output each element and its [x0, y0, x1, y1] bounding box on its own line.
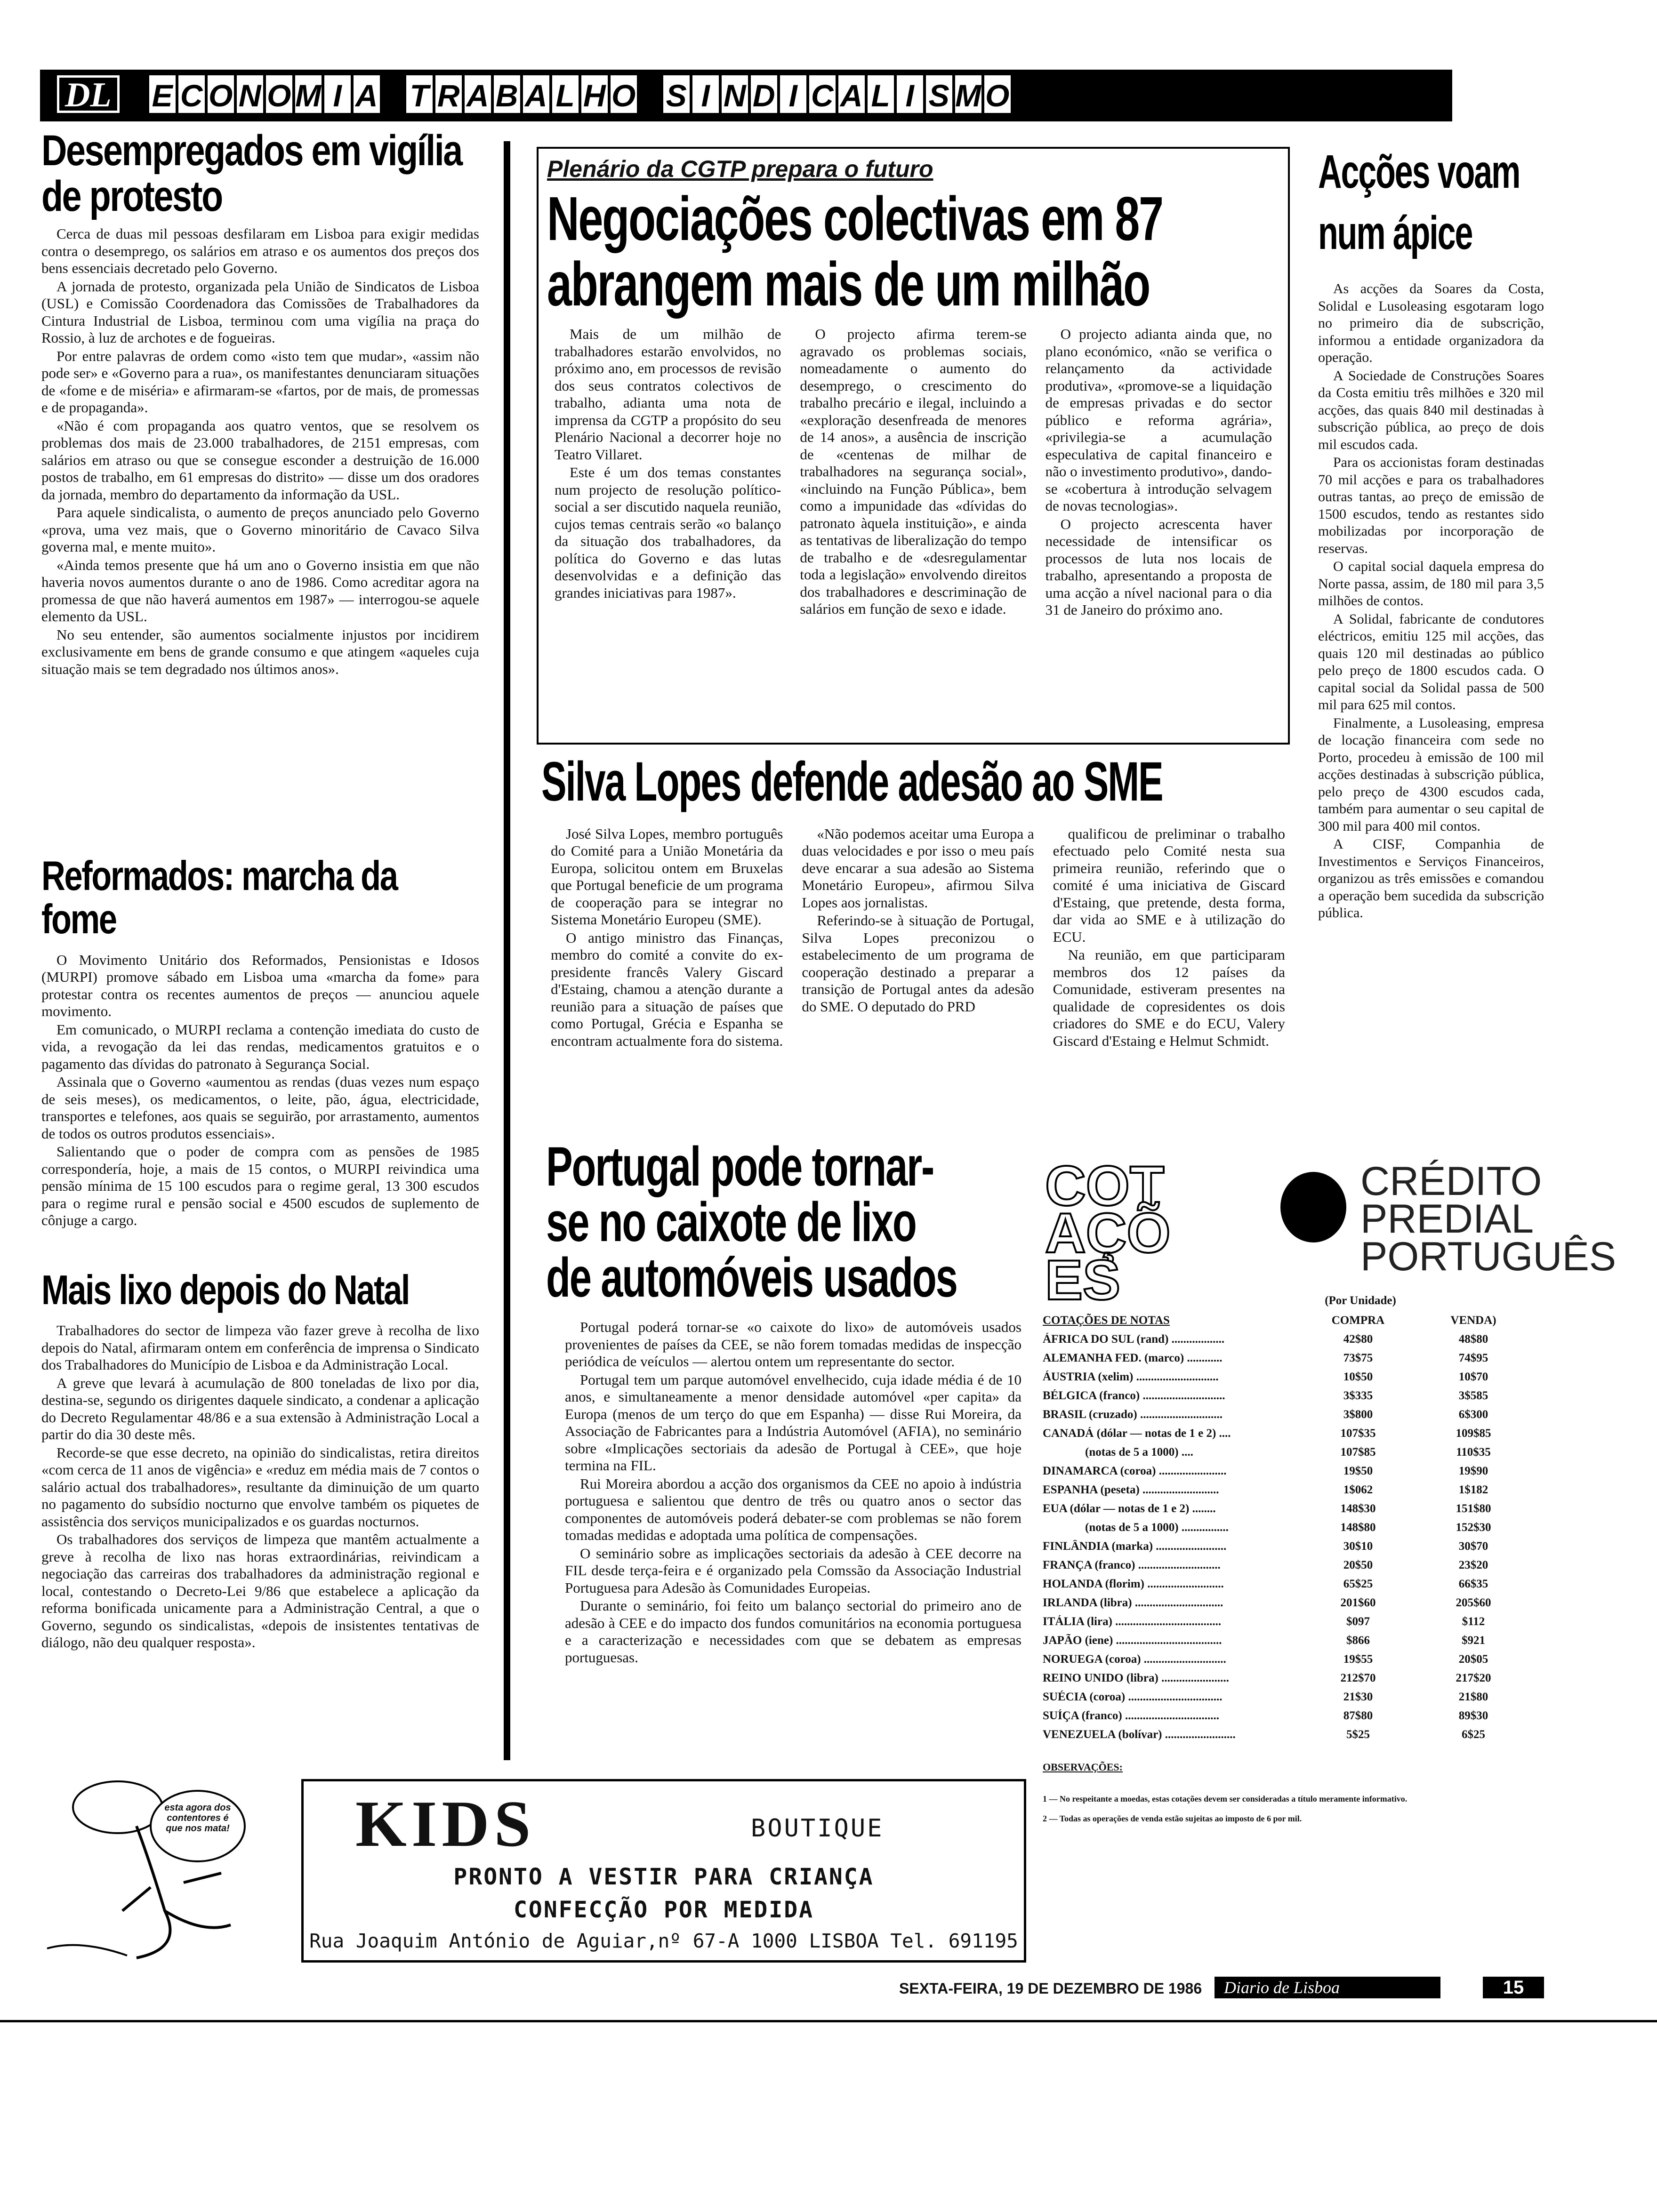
table-cell: BRASIL (cruzado) ............................: [1043, 1408, 1223, 1421]
table-row: [1043, 1669, 1537, 1688]
table-cell: 20$05: [1458, 1653, 1488, 1666]
table-row: [1043, 1424, 1537, 1443]
banner-letter: M: [294, 74, 323, 114]
obs-title: OBSERVAÇÕES:: [1043, 1761, 1123, 1773]
table-header-cell: VENDA): [1450, 1314, 1496, 1327]
body-caixote: [546, 1319, 1022, 1666]
table-cell: 1$062: [1343, 1483, 1373, 1496]
paragraph: Para aquele sindicalista, o aumento de preços anunciado pelo Governo «prova, uma vez mais, que o Governo minoritário de Cavaco Silva governa mal, e mente muito».: [41, 504, 479, 555]
table-row: [1043, 1707, 1537, 1725]
table-row: [1043, 1631, 1537, 1650]
table-cell: 19$55: [1343, 1653, 1373, 1666]
table-cell: ALEMANHA FED. (marco) ............: [1043, 1352, 1223, 1364]
table-cell: BÉLGICA (franco) ............................: [1043, 1389, 1225, 1402]
banner-rule: [40, 119, 1452, 121]
table-cell: 30$10: [1343, 1540, 1373, 1553]
table-cell: 23$20: [1458, 1559, 1488, 1571]
paragraph: Durante o seminário, foi feito um balanço sectorial do primeiro ano de adesão à CEE e do impacto dos fundos comunitários na economia portuguesa e a caracterização e necessidades com que se debatem as empresas portuguesas.: [565, 1597, 1022, 1666]
cotacoes-logo: COTAÇÕES: [1045, 1154, 1171, 1312]
paragraph: «Não podemos aceitar uma Europa a duas velocidades e por isso o meu país deve encarar a sua adesão ao Sistema Monetário Europeu», afirmou Silva Lopes aos jornalistas.: [802, 825, 1034, 911]
article-silva-lopes: [541, 753, 1295, 1050]
section-trabalho: [405, 74, 638, 114]
brand-line: PORTUGUÊS: [1360, 1234, 1617, 1279]
table-body: [1043, 1330, 1537, 1744]
table-cell: 110$35: [1456, 1446, 1491, 1459]
table-cell: JAPÃO (iene) ....................................: [1043, 1634, 1222, 1647]
newspaper-logo: DL: [57, 75, 120, 113]
table-cell: 3$335: [1343, 1389, 1373, 1402]
table-row: [1043, 1368, 1537, 1387]
obs-item: 2 — Todas as operações de venda estão sujeitas ao imposto de 6 por mil.: [1043, 1814, 1302, 1823]
banner-letter: I: [691, 74, 720, 114]
table-header: [1043, 1311, 1537, 1330]
banner-letter: I: [779, 74, 808, 114]
banner-letter: C: [177, 74, 206, 114]
table-cell: 152$30: [1456, 1521, 1491, 1534]
paragraph: Portugal tem um parque automóvel envelhecido, cuja idade média é de 10 anos, e simultaneamente a menor densidade automóvel «per capita» da Europa (menos de um terço do que em Espanha) — disse Rui Moreira, da Associação de Fabricantes para a Indústria Automóvel (AFIA), no seminário sobre «Implicações sectoriais da adesão de Portugal à CEE», que hoje termina na FIL.: [565, 1371, 1022, 1474]
table-cell: 87$80: [1343, 1709, 1373, 1722]
banner-letter: O: [609, 74, 638, 114]
table-cell: DINAMARCA (coroa) .......................: [1043, 1465, 1227, 1477]
table-cell: IRLANDA (libra) ..............................: [1043, 1596, 1223, 1609]
text-column: [1053, 825, 1285, 1050]
banner-letter: A: [352, 74, 381, 114]
text-column: [802, 825, 1034, 1050]
table-row: [1043, 1330, 1537, 1349]
banner-letter: S: [925, 74, 954, 114]
paragraph: Referindo-se à situação de Portugal, Silva Lopes preconizou o estabelecimento de um programa de cooperação destinado a preparar a transição de Portugal antes da adesão do SME. O deputado do PRD: [802, 912, 1034, 1015]
table-cell: NORUEGA (coroa) ............................: [1043, 1653, 1226, 1666]
table-cell: 21$80: [1458, 1691, 1488, 1703]
section-economia: [148, 74, 381, 114]
banner-letter: N: [720, 74, 749, 114]
banner-letter: O: [983, 74, 1012, 114]
text-column: [800, 326, 1026, 619]
kids-address: Rua Joaquim António de Aguiar,nº 67-A 1000 LISBOA Tel. 691195: [309, 1930, 1018, 1952]
paragraph: qualificou de preliminar o trabalho efectuado pelo Comité nesta sua primeira reunião, referindo que o comité é uma iniciativa de Giscard d'Estaing, que pretende, desta forma, dar vida ao SME e à utilização do ECU.: [1053, 825, 1285, 945]
table-cell: 107$85: [1340, 1446, 1376, 1459]
paragraph: Assinala que o Governo «aumentou as rendas (duas vezes num espaço de seis meses), os medicamentos, o leite, pão, água, electricidade, transportes e telefones, aos quais se seguirão, por arrastamento, aumentos de todos os outros produtos essenciais».: [41, 1074, 479, 1142]
table-cell: 151$80: [1456, 1502, 1491, 1515]
table-cell: 65$25: [1343, 1578, 1373, 1590]
page-number: 15: [1483, 1977, 1544, 1998]
banner-letter: M: [954, 74, 983, 114]
cartoon-speech: esta agora dos contentores é que nos mata!: [164, 1803, 231, 1834]
table-cell: (notas de 5 a 1000) ................: [1085, 1521, 1229, 1534]
table-cell: VENEZUELA (bolívar) ........................: [1043, 1728, 1236, 1741]
paragraph: A greve que levará à acumulação de 800 toneladas de lixo por dia, destina-se, segundo os dirigentes daquele sindicato, a condenar a aplicação do Decreto Regulamentar 48/86 e a sua extensão à Administração Local a partir do dia 30 deste mês.: [41, 1374, 479, 1443]
banner-letter: A: [522, 74, 551, 114]
article-accoes: [1318, 141, 1544, 922]
cpp-brand-name: [1360, 1159, 1617, 1279]
table-cell: ESPANHA (peseta) ..........................: [1043, 1483, 1219, 1496]
column-rule: [504, 141, 510, 1760]
paragraph: As acções da Soares da Costa, Solidal e Lusoleasing esgotaram logo no primeiro dia de subscrição, informou a entidade organizadora da operação.: [1318, 281, 1544, 365]
table-row: [1043, 1518, 1537, 1537]
banner-letter: O: [206, 74, 235, 114]
table-row: [1043, 1499, 1537, 1518]
table-cell: 201$60: [1340, 1596, 1376, 1609]
table-cell: 89$30: [1458, 1709, 1488, 1722]
body-accoes: [1318, 281, 1544, 922]
paragraph: «Não é com propaganda aos quatro ventos, que se resolvem os problemas dos mais de 23.000 trabalhadores, de 2151 empresas, com salários em atraso ou que se consegue esconder a destruição de 16.000 postos de trabalho, em 61 empresas do distrito» — disse um dos oradores da jornada, membro do departamento da informação da USL.: [41, 417, 479, 503]
body-reformados: [41, 952, 479, 1229]
paragraph: Para os accionistas foram destinadas 70 mil acções e para os trabalhadores outras tantas, ao preço de emissão de 1500 escudos, tendo as restantes sido mobilizadas por incorporação de reservas.: [1318, 455, 1544, 556]
paragraph: José Silva Lopes, membro português do Comité para a União Monetária da Europa, solicitou ontem em Bruxelas que Portugal beneficie de um programa de cooperação para se integrar no Sistema Monetário Europeu (SME).: [551, 825, 783, 928]
text-column: [551, 825, 783, 1050]
table-cell: 3$800: [1343, 1408, 1373, 1421]
table-cell: 109$85: [1456, 1427, 1491, 1440]
paragraph: A jornada de protesto, organizada pela União de Sindicatos de Lisboa (USL) e Comissão Coordenadora das Comissões de Trabalhadores da Cintura Industrial de Lisboa, terminou com uma vigília na praça do Rossio, à luz de archotes e de fogueiras.: [41, 278, 479, 346]
table-cell: 21$30: [1343, 1691, 1373, 1703]
table-cell: CANADÁ (dólar — notas de 1 e 2) ....: [1043, 1427, 1231, 1440]
section-sindicalismo: [662, 74, 1012, 114]
cotacoes-table: [1043, 1294, 1537, 1832]
table-cell: $112: [1462, 1615, 1485, 1628]
brand-line: CRÉDITO: [1360, 1159, 1542, 1204]
table-cell: ÁFRICA DO SUL (rand) ..................: [1043, 1333, 1225, 1346]
footer-paper: Diario de Lisboa: [1215, 1977, 1440, 1998]
table-cell: SUÉCIA (coroa) ................................: [1043, 1691, 1223, 1703]
table-row: [1043, 1349, 1537, 1368]
article-cgtp-box: [537, 147, 1290, 745]
section-banner: [40, 70, 1452, 119]
table-cell: 19$50: [1343, 1465, 1373, 1477]
table-cell: 48$80: [1458, 1333, 1488, 1346]
table-header-cell: COTAÇÕES DE NOTAS: [1043, 1314, 1170, 1327]
table-cell: HOLANDA (florim) ..........................: [1043, 1578, 1224, 1590]
banner-letter: A: [837, 74, 866, 114]
banner-letter: D: [749, 74, 779, 114]
table-cell: 42$80: [1343, 1333, 1373, 1346]
paragraph: Cerca de duas mil pessoas desfilaram em Lisboa para exigir medidas contra o desemprego, os salários em atraso e os aumentos dos preços dos bens essenciais decretado pelo Governo.: [41, 225, 479, 277]
table-header-cell: COMPRA: [1331, 1314, 1385, 1327]
paragraph: No seu entender, são aumentos socialmente injustos por incidirem exclusivamente em bens de grande consumo e que atingem «aqueles cuja situação mais se tem degradado nos últimos anos».: [41, 626, 479, 677]
paragraph: O seminário sobre as implicações sectoriais da adesão à CEE decorre na FIL desde terça-feira e é organizado pela Comssão da Associação Industrial Portuguesa para Adesão às Comunidades Europeias.: [565, 1545, 1022, 1596]
table-row: [1043, 1443, 1537, 1462]
banner-letter: I: [323, 74, 352, 114]
table-cell: 74$95: [1458, 1352, 1488, 1364]
table-cell: (notas de 5 a 1000) ....: [1085, 1446, 1193, 1459]
body-negociacoes: [547, 326, 1279, 619]
table-cell: SUÍÇA (franco) ................................: [1043, 1709, 1219, 1722]
table-cell: $921: [1462, 1634, 1485, 1647]
table-row: [1043, 1612, 1537, 1631]
table-cell: 10$50: [1343, 1370, 1373, 1383]
banner-letter: E: [148, 74, 177, 114]
table-cell: 73$75: [1343, 1352, 1373, 1364]
paragraph: Portugal poderá tornar-se «o caixote do lixo» de automóveis usados provenientes de países da CEE, se não forem tomadas medidas de inspecção periódica de veículos — alertou ontem um representante do sector.: [565, 1319, 1022, 1370]
table-cell: $866: [1346, 1634, 1370, 1647]
kids-type: BOUTIQUE: [751, 1814, 884, 1843]
banner-letter: N: [235, 74, 265, 114]
text-column: [555, 326, 781, 619]
table-cell: ÁUSTRIA (xelim) ............................: [1043, 1370, 1219, 1383]
article-desempregados: [41, 128, 479, 678]
banner-letter: T: [405, 74, 434, 114]
kids-line1: PRONTO A VESTIR PARA CRIANÇA: [453, 1864, 874, 1890]
headline-reformados: Reformados: marcha da fome: [41, 852, 397, 943]
paragraph: O capital social daquela empresa do Norte passa, assim, de 180 mil para 3,5 milhões de contos.: [1318, 559, 1544, 609]
paragraph: Os trabalhadores dos serviços de limpeza que mantêm actualmente a greve à recolha de lixo nas horas extraordinárias, reivindicam a negociação das carreiras dos trabalhadores da administração regional e local, contestando o Decreto-Lei 9/86 que estabelece a aplicação da reforma bonificada unicamente para a Administração Central, a que o Governo, segundo os sindicalistas, «depois de insistentes tentativas de diálogo, não deu qualquer resposta».: [41, 1531, 479, 1651]
paragraph: O projecto adianta ainda que, no plano económico, «não se verifica o relançamento da actividade produtiva», «promove-se a liquidação de empresas privadas e do sector público e reforma agrária», «privilegia-se a acumulação especulativa de capital financeiro e não o investimento produtivo», dando-se «cobertura à introdução selvagem de novas tecnologias».: [1045, 326, 1272, 514]
table-unit: (Por Unidade): [1325, 1294, 1396, 1307]
banner-letter: A: [463, 74, 492, 114]
table-cell: 148$80: [1340, 1521, 1376, 1534]
table-cell: 6$25: [1462, 1728, 1485, 1741]
table-cell: 20$50: [1343, 1559, 1373, 1571]
table-row: [1043, 1462, 1537, 1481]
headline-caixote: Portugal pode tornar-se no caixote de lixo de automóveis usados: [546, 1136, 957, 1309]
paragraph: «Ainda temos presente que há um ano o Governo insistia em que não haveria novos aumentos durante o ano de 1986. Como acreditar agora na promessa de que não haverá aumentos em 1987» — interrogou-se aquele elemento da USL.: [41, 556, 479, 625]
cpp-emblem-icon: [1280, 1172, 1346, 1242]
paragraph: O antigo ministro das Finanças, membro do comité a convite do ex-presidente francês Valery Giscard d'Estaing, chamou a atenção durante a reunião para a situação de países que como Portugal, Grécia e Espanha se encontram actualmente fora do sistema.: [551, 929, 783, 1049]
banner-letter: B: [492, 74, 522, 114]
article-reformados: [41, 854, 479, 1229]
table-cell: $097: [1346, 1615, 1370, 1628]
headline-accoes: Acções voam num ápice: [1318, 145, 1520, 259]
table-cell: 66$35: [1458, 1578, 1488, 1590]
paragraph: Trabalhadores do sector de limpeza vão fazer greve à recolha de lixo depois do Natal, afirmaram ontem em conferência de imprensa o Sindicato dos Trabalhadores do Município de Lisboa e da Administração Local.: [41, 1322, 479, 1373]
paragraph: O projecto acrescenta haver necessidade de intensificar os processos de luta nos locais de trabalho, apresentando a proposta de uma acção a nível nacional para o dia 31 de Janeiro do próximo ano.: [1045, 515, 1272, 618]
paragraph: A Solidal, fabricante de condutores eléctricos, emitiu 125 mil acções, das quais 120 mil destinadas ao público pelo preço de 1800 escudos cada. O capital social da Solidal passa de 500 mil para 625 mil contos.: [1318, 611, 1544, 713]
table-cell: 107$35: [1340, 1427, 1376, 1440]
table-cell: 3$585: [1458, 1389, 1488, 1402]
paragraph: Por entre palavras de ordem como «isto tem que mudar», «assim não pode ser» e «Governo para a rua», os manifestantes denunciaram situações de «fome e de miséria» e afirmaram-se «fartos, por de mais, de promessas e de propaganda».: [41, 347, 479, 416]
brand-line: PREDIAL: [1360, 1196, 1534, 1242]
table-row: [1043, 1575, 1537, 1594]
kicker-cgtp: Plenário da CGTP prepara o futuro: [547, 156, 933, 182]
table-row: [1043, 1650, 1537, 1669]
obs-list: [1043, 1792, 1537, 1825]
body-silva-lopes: [541, 825, 1295, 1050]
article-caixote: [546, 1136, 1022, 1666]
table-cell: 6$300: [1458, 1408, 1488, 1421]
cartoon: [42, 1770, 287, 1967]
table-row: [1043, 1537, 1537, 1556]
paragraph: O Movimento Unitário dos Reformados, Pensionistas e Idosos (MURPI) promove sábado em Lisboa uma «marcha da fome» para protestar contra os recentes aumentos de preços — anunciou aquele movimento.: [41, 951, 479, 1020]
banner-letter: H: [580, 74, 609, 114]
paragraph: Em comunicado, o MURPI reclama a contenção imediata do custo de vida, a revogação da lei das rendas, medicamentos gratuitos e o pagamento das dívidas do patronato à Segurança Social.: [41, 1021, 479, 1072]
table-cell: EUA (dólar — notas de 1 e 2) ........: [1043, 1502, 1216, 1515]
paragraph: Rui Moreira abordou a acção dos organismos da CEE no apoio à indústria portuguesa e salientou que dentro de três ou quatro anos o sector das componentes de automóveis poderá debater-se com problemas se não forem tomadas medidas e adoptada uma política de compensações.: [565, 1475, 1022, 1543]
paragraph: Salientando que o poder de compra com as pensões de 1985 correspondería, hoje, a mais de 15 contos, o MURPI reivindica uma pensão mínima de 15 100 escudos para o regime geral, 13 300 escudos para o regime rural e pensão social e 4500 escudos de suplemento de cônjuge a cargo.: [41, 1143, 479, 1229]
headline-desempregados: Desempregados em vigília de protesto: [41, 127, 462, 220]
footer-rule: [0, 2020, 1657, 2022]
banner-letter: C: [808, 74, 837, 114]
table-cell: 19$90: [1458, 1465, 1488, 1477]
paragraph: O projecto afirma terem-se agravado os problemas sociais, nomeadamente o aumento do desemprego, o crescimento do trabalho precário e ilegal, incluindo a «exploração desenfreada de menores de 14 anos», a ausência de inscrição de «centenas de milhar de trabalhadores na segurança social», «incluindo na Função Pública», bem como a impunidade das «dívidas do patronato àquela instituição», e ainda as tentativas de liberalização do tempo de trabalho e de «desregulamentar toda a legislação» envolvendo direitos dos trabalhadores e descriminação de salários em função de sexo e idade.: [800, 326, 1027, 617]
table-cell: FRANÇA (franco) ............................: [1043, 1559, 1221, 1571]
table-cell: 5$25: [1346, 1728, 1370, 1741]
banner-letter: L: [866, 74, 895, 114]
table-cell: 30$70: [1458, 1540, 1488, 1553]
headline-negociacoes: Negociações colectivas em 87 abrangem mais de um milhão: [547, 184, 1163, 319]
kids-logo: KIDS: [355, 1787, 536, 1860]
table-row: [1043, 1556, 1537, 1575]
table-row: [1043, 1725, 1537, 1744]
text-column: [1046, 326, 1272, 619]
table-row: [1043, 1405, 1537, 1424]
headline-silva-lopes: Silva Lopes defende adesão ao SME: [541, 751, 1163, 813]
banner-letter: S: [662, 74, 691, 114]
table-cell: REINO UNIDO (libra) .......................: [1043, 1672, 1229, 1684]
paragraph: Mais de um milhão de trabalhadores estarão envolvidos, no próximo ano, em processos de revisão dos seus contratos colectivos de trabalho, adianta uma nota de imprensa da CGTP a propósito do seu Plenário Nacional a decorrer hoje no Teatro Villaret.: [555, 326, 781, 463]
kids-boutique-ad: [301, 1779, 1026, 1963]
obs-item: 1 — No respeitante a moedas, estas cotações devem ser consideradas a título meramente informativo.: [1043, 1794, 1408, 1803]
banner-letter: R: [434, 74, 463, 114]
banner-letter: L: [551, 74, 580, 114]
table-cell: 1$182: [1458, 1483, 1488, 1496]
table-row: [1043, 1594, 1537, 1612]
table-cell: 10$70: [1458, 1370, 1488, 1383]
kids-line2: CONFECÇÃO POR MEDIDA: [514, 1897, 814, 1923]
paragraph: Finalmente, a Lusoleasing, empresa de locação financeira com sede no Porto, procedeu à emissão de 100 mil acções destinadas à subscrição pública, pelo preço de 4300 escudos cada, também para aumentar o seu capital de 300 mil para 400 mil contos.: [1318, 715, 1544, 834]
paragraph: Recorde-se que esse decreto, na opinião do sindicalistas, retira direitos «com cerca de 11 anos de vigência» e «reduz em média mais de 7 contos o salário actual dos trabalhadores», resultante da diminuição de um quarto no pagamento do subsídio nocturno que envolve também os piquetes de assistência dos serviços municipalizados e os guardas nocturnos.: [41, 1444, 479, 1530]
article-lixo-natal: [41, 1268, 479, 1651]
paragraph: Este é um dos temas constantes num projecto de resolução político-social a ser discutido naquela reunião, cujos temas centrais serão «o balanço da situação dos trabalhadores, da política do Governo e das lutas desenvolvidas e a definição das grandes iniciativas para 1987».: [555, 464, 781, 601]
table-cell: 205$60: [1456, 1596, 1491, 1609]
banner-letter: O: [265, 74, 294, 114]
cartoon-illustration: [42, 1770, 287, 1967]
table-cell: ITÁLIA (lira) ....................................: [1043, 1615, 1222, 1628]
body-lixo-natal: [41, 1322, 479, 1651]
paragraph: A CISF, Companhia de Investimentos e Serviços Financeiros, organizou as três emissões e comandou a operação bem sucedida da subscrição pública.: [1318, 836, 1544, 921]
banner-letter: I: [895, 74, 925, 114]
table-row: [1043, 1688, 1537, 1707]
paragraph: Na reunião, em que participaram membros dos 12 países da Comunidade, estiveram presentes na qualidade de copresidentes os dois criadores do SME e do ECU, Valery Giscard d'Estaing e Helmut Schmidt.: [1053, 946, 1285, 1049]
body-desempregados: [41, 225, 479, 678]
footer-date: SEXTA-FEIRA, 19 DE DEZEMBRO DE 1986: [899, 1980, 1202, 1997]
table-row: [1043, 1387, 1537, 1405]
table-cell: 217$20: [1456, 1672, 1491, 1684]
table-cell: FINLÂNDIA (marka) ........................: [1043, 1540, 1227, 1553]
paragraph: A Sociedade de Construções Soares da Costa emitiu três milhões e 320 mil acções, das quais 840 mil destinadas à subscrição pública, ao preço de dois mil escudos cada.: [1318, 368, 1544, 452]
table-cell: 148$30: [1340, 1502, 1376, 1515]
table-cell: 212$70: [1340, 1672, 1376, 1684]
table-row: [1043, 1481, 1537, 1499]
headline-lixo-natal: Mais lixo depois do Natal: [41, 1266, 410, 1313]
